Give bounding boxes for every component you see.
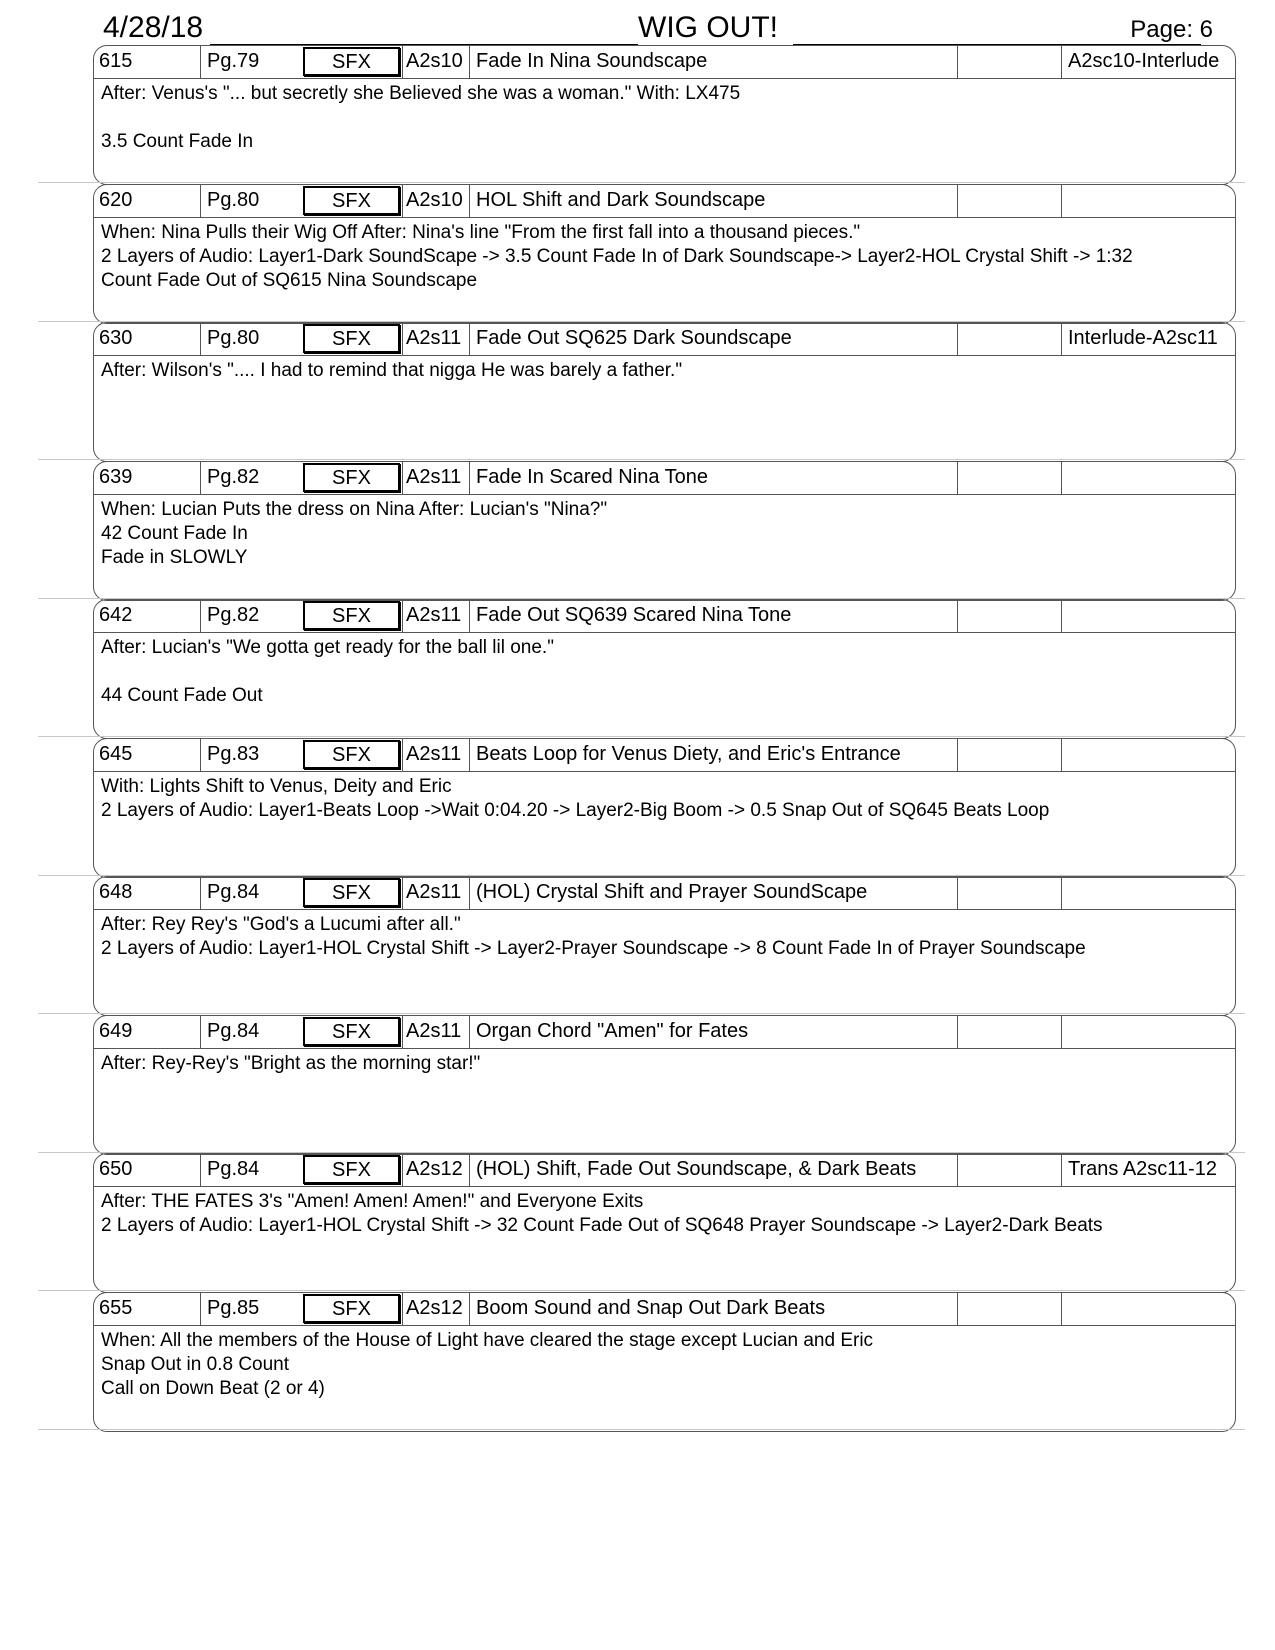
cue-page-ref: Pg.84 [207, 881, 260, 903]
cue-scene-label: Trans A2sc11-12 [1068, 1158, 1217, 1180]
cue-note-line: After: Rey Rey's "God's a Lucumi after all." [101, 914, 461, 935]
cue-act-scene: A2s11 [402, 876, 470, 909]
divider [38, 1013, 1245, 1014]
cue-blank-cell [958, 1153, 1062, 1186]
cue-header-row [93, 184, 1236, 218]
cue-number: 645 [93, 738, 201, 771]
cue-number: 639 [93, 461, 201, 494]
header-page-number: Page: 6 [1130, 16, 1213, 43]
cue-number: 620 [93, 184, 201, 217]
cue-notes [101, 775, 1221, 823]
divider [38, 1429, 1245, 1430]
cue-notes [101, 1052, 1221, 1076]
cue-scene-label: A2sc10-Interlude [1068, 50, 1220, 72]
cue-blank-cell [958, 738, 1062, 771]
cue-description: (HOL) Crystal Shift and Prayer SoundScape [470, 876, 958, 909]
cue-blank-cell [958, 45, 1062, 78]
cue-page-ref: Pg.84 [207, 1158, 260, 1180]
cue-description: (HOL) Shift, Fade Out Soundscape, & Dark Beats [470, 1153, 958, 1186]
cue-act-scene: A2s11 [402, 322, 470, 355]
cue-scene-label [1062, 184, 1236, 217]
cue-act-scene: A2s11 [402, 1015, 470, 1048]
cue-act-scene: A2s10 [402, 184, 470, 217]
cue-description: Fade In Nina Soundscape [470, 45, 958, 78]
cue-act-scene: A2s11 [402, 599, 470, 632]
cue-note-line: 44 Count Fade Out [101, 685, 263, 706]
cue-number: 615 [93, 45, 201, 78]
cue-description: HOL Shift and Dark Soundscape [470, 184, 958, 217]
cue-blank-cell [958, 184, 1062, 217]
cue-note-line: After: Venus's "... but secretly she Believed she was a woman." With: LX475 [101, 83, 741, 104]
cue-note-line: Snap Out in 0.8 Count [101, 1354, 290, 1375]
cue-scene-label [1062, 738, 1236, 771]
cue-type: SFX [303, 601, 400, 630]
cue-page-ref: Pg.85 [207, 1297, 260, 1319]
cue-649 [93, 1015, 1238, 1157]
cue-act-scene: A2s11 [402, 461, 470, 494]
cue-note-line [101, 660, 1221, 684]
cue-notes [101, 498, 1221, 570]
cue-description: Fade Out SQ639 Scared Nina Tone [470, 599, 958, 632]
cue-header-row [93, 461, 1236, 495]
cue-scene-label [1062, 1292, 1236, 1325]
cue-note-line: After: THE FATES 3's "Amen! Amen! Amen!" and Everyone Exits [101, 1191, 644, 1212]
divider [38, 736, 1245, 737]
cue-header-row [93, 599, 1236, 633]
cue-type: SFX [303, 186, 400, 215]
cue-header-row [93, 738, 1236, 772]
cue-page-ref: Pg.83 [207, 743, 260, 765]
cue-scene-label: Interlude-A2sc11 [1068, 327, 1218, 349]
cue-page-ref: Pg.80 [207, 327, 260, 349]
cue-page-ref: Pg.82 [207, 604, 260, 626]
cue-act-scene: A2s10 [402, 45, 470, 78]
divider [38, 459, 1245, 460]
cue-type: SFX [303, 463, 400, 492]
divider [38, 1290, 1245, 1291]
cue-scene-label [1062, 1015, 1236, 1048]
cue-note-line: 2 Layers of Audio: Layer1-Dark SoundScape -> 3.5 Count Fade In of Dark Soundscape-> Layer2-HOL Crystal Shift -> 1:32 [101, 246, 1133, 267]
cue-header-row [93, 876, 1236, 910]
page-header [103, 8, 1213, 48]
cue-page-ref: Pg.82 [207, 466, 260, 488]
cue-notes [101, 1190, 1221, 1238]
cue-scene-label [1062, 876, 1236, 909]
cue-type: SFX [303, 740, 400, 769]
cue-header-row [93, 45, 1236, 79]
cue-number: 642 [93, 599, 201, 632]
divider [38, 182, 1245, 183]
cue-act-scene: A2s12 [402, 1153, 470, 1186]
cue-note-line: When: All the members of the House of Light have cleared the stage except Lucian and Eric [101, 1330, 874, 1351]
cue-615 [93, 45, 1238, 187]
cue-630 [93, 322, 1238, 464]
cue-blank-cell [958, 1015, 1062, 1048]
cue-note-line: After: Wilson's ".... I had to remind that nigga He was barely a father." [101, 360, 683, 381]
cue-act-scene: A2s11 [402, 738, 470, 771]
cue-note-line: 3.5 Count Fade In [101, 131, 254, 152]
cue-note-line: Count Fade Out of SQ615 Nina Soundscape [101, 270, 478, 291]
cue-scene-label [1062, 599, 1236, 632]
cue-scene-label [1062, 461, 1236, 494]
cue-notes [101, 221, 1221, 293]
cue-note-line: 2 Layers of Audio: Layer1-HOL Crystal Shift -> 32 Count Fade Out of SQ648 Prayer Soundscape -> Layer2-Dark Beats [101, 1215, 1103, 1236]
cue-number: 648 [93, 876, 201, 909]
cue-620 [93, 184, 1238, 326]
cue-type: SFX [303, 1294, 400, 1323]
cue-header-row [93, 1292, 1236, 1326]
cue-blank-cell [958, 599, 1062, 632]
cue-notes [101, 82, 1221, 154]
cue-655 [93, 1292, 1238, 1434]
cue-notes [101, 1329, 1221, 1401]
cue-645 [93, 738, 1238, 880]
cue-type: SFX [303, 324, 400, 353]
cue-blank-cell [958, 461, 1062, 494]
cue-blank-cell [958, 876, 1062, 909]
cue-description: Boom Sound and Snap Out Dark Beats [470, 1292, 958, 1325]
cue-639 [93, 461, 1238, 603]
cue-note-line: With: Lights Shift to Venus, Deity and Eric [101, 776, 452, 797]
cue-note-line: When: Lucian Puts the dress on Nina After: Lucian's "Nina?" [101, 499, 608, 520]
cue-type: SFX [303, 1017, 400, 1046]
cue-page-ref: Pg.84 [207, 1020, 260, 1042]
cue-note-line: Fade in SLOWLY [101, 547, 248, 568]
cue-description: Organ Chord "Amen" for Fates [470, 1015, 958, 1048]
header-title: WIG OUT! [638, 11, 778, 44]
cue-type: SFX [303, 47, 400, 76]
cue-header-row [93, 1015, 1236, 1049]
cue-note-line: After: Lucian's "We gotta get ready for the ball lil one." [101, 637, 554, 658]
cue-note-line: 2 Layers of Audio: Layer1-Beats Loop ->Wait 0:04.20 -> Layer2-Big Boom -> 0.5 Snap Out of SQ645 Beats Loop [101, 800, 1050, 821]
cue-page-ref: Pg.80 [207, 189, 260, 211]
cue-650 [93, 1153, 1238, 1295]
cue-number: 650 [93, 1153, 201, 1186]
cue-note-line: 42 Count Fade In [101, 523, 248, 544]
cue-note-line: Call on Down Beat (2 or 4) [101, 1378, 325, 1399]
cue-header-row [93, 322, 1236, 356]
cue-blank-cell [958, 322, 1062, 355]
cue-number: 655 [93, 1292, 201, 1325]
cue-type: SFX [303, 1155, 400, 1184]
cue-note-line: After: Rey-Rey's "Bright as the morning star!" [101, 1053, 481, 1074]
cue-number: 630 [93, 322, 201, 355]
cue-note-line: When: Nina Pulls their Wig Off After: Nina's line "From the first fall into a thousand pieces." [101, 222, 861, 243]
cue-type: SFX [303, 878, 400, 907]
cue-header-row [93, 1153, 1236, 1187]
cue-description: Fade Out SQ625 Dark Soundscape [470, 322, 958, 355]
cue-blank-cell [958, 1292, 1062, 1325]
cue-notes [101, 636, 1221, 708]
cue-notes [101, 913, 1221, 961]
cue-description: Beats Loop for Venus Diety, and Eric's Entrance [470, 738, 958, 771]
cue-description: Fade In Scared Nina Tone [470, 461, 958, 494]
cue-642 [93, 599, 1238, 741]
cue-number: 649 [93, 1015, 201, 1048]
cue-act-scene: A2s12 [402, 1292, 470, 1325]
cue-note-line [101, 106, 1221, 130]
cue-notes [101, 359, 1221, 383]
cue-648 [93, 876, 1238, 1018]
cue-note-line: 2 Layers of Audio: Layer1-HOL Crystal Shift -> Layer2-Prayer Soundscape -> 8 Count Fade In of Prayer Soundscape [101, 938, 1086, 959]
cue-page-ref: Pg.79 [207, 50, 260, 72]
header-date: 4/28/18 [103, 11, 204, 44]
